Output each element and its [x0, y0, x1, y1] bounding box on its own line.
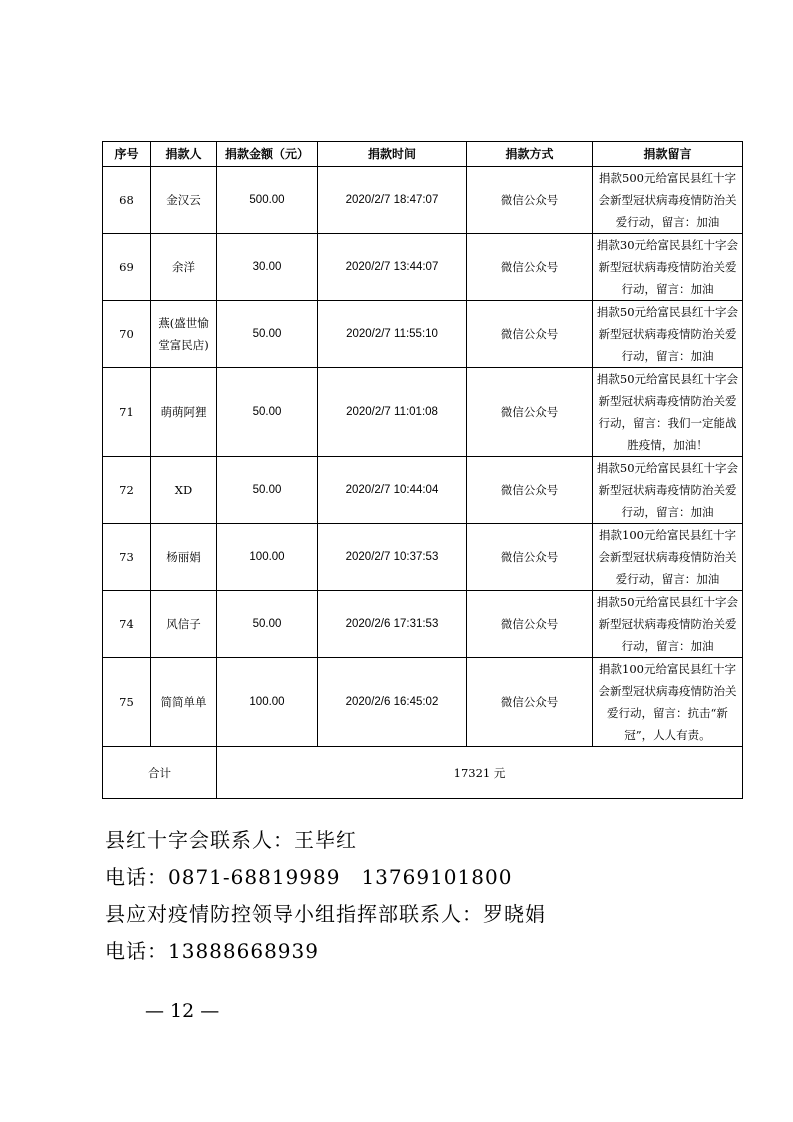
- cell-message: 捐款500元给富民县红十字会新型冠状病毒疫情防治关爱行动，留言：加油: [593, 167, 743, 234]
- total-row: [103, 747, 743, 799]
- donation-table: [102, 141, 743, 799]
- cell-donor: 风信子: [151, 591, 217, 658]
- table-row: [103, 591, 743, 658]
- red-cross-phone: 电话：0871-68819989 13769101800: [105, 865, 513, 889]
- cell-time: 2020/2/6 16:45:02: [318, 658, 467, 747]
- cell-donor: 燕(盛世愉堂富民店): [151, 301, 217, 368]
- table-row: [103, 368, 743, 457]
- cell-amount: 50.00: [217, 457, 318, 524]
- cell-serial: 74: [103, 591, 151, 658]
- total-value: 17321 元: [217, 747, 743, 799]
- cell-time: 2020/2/7 13:44:07: [318, 234, 467, 301]
- cell-method: 微信公众号: [467, 368, 593, 457]
- header-donor: 捐款人: [151, 142, 217, 167]
- cell-message: 捐款50元给富民县红十字会新型冠状病毒疫情防治关爱行动，留言：我们一定能战胜疫情，加油！: [593, 368, 743, 457]
- command-center-phone: 电话：13888668939: [105, 939, 319, 963]
- cell-message: 捐款50元给富民县红十字会新型冠状病毒疫情防治关爱行动，留言：加油: [593, 457, 743, 524]
- cell-message: 捐款30元给富民县红十字会新型冠状病毒疫情防治关爱行动，留言：加油: [593, 234, 743, 301]
- cell-donor: 余洋: [151, 234, 217, 301]
- header-serial: 序号: [103, 142, 151, 167]
- cell-method: 微信公众号: [467, 301, 593, 368]
- header-message: 捐款留言: [593, 142, 743, 167]
- cell-amount: 30.00: [217, 234, 318, 301]
- table-row: [103, 234, 743, 301]
- cell-donor: 金汉云: [151, 167, 217, 234]
- cell-donor: XD: [151, 457, 217, 524]
- cell-serial: 71: [103, 368, 151, 457]
- cell-serial: 68: [103, 167, 151, 234]
- page-number: — 12 —: [145, 1000, 220, 1022]
- cell-message: 捐款50元给富民县红十字会新型冠状病毒疫情防治关爱行动，留言：加油: [593, 301, 743, 368]
- header-amount: 捐款金额（元）: [217, 142, 318, 167]
- total-label: 合计: [103, 747, 217, 799]
- cell-donor: 简简单单: [151, 658, 217, 747]
- table-row: [103, 524, 743, 591]
- table-row: [103, 167, 743, 234]
- cell-serial: 73: [103, 524, 151, 591]
- cell-method: 微信公众号: [467, 167, 593, 234]
- cell-time: 2020/2/7 10:37:53: [318, 524, 467, 591]
- cell-serial: 72: [103, 457, 151, 524]
- command-center-contact: 县应对疫情防控领导小组指挥部联系人：罗晓娟: [105, 902, 546, 926]
- cell-message: 捐款100元给富民县红十字会新型冠状病毒疫情防治关爱行动，留言：加油: [593, 524, 743, 591]
- cell-message: 捐款100元给富民县红十字会新型冠状病毒疫情防治关爱行动，留言：抗击“新冠”，人人有责。: [593, 658, 743, 747]
- cell-serial: 70: [103, 301, 151, 368]
- cell-time: 2020/2/7 11:55:10: [318, 301, 467, 368]
- cell-method: 微信公众号: [467, 234, 593, 301]
- table-row: [103, 658, 743, 747]
- cell-method: 微信公众号: [467, 658, 593, 747]
- cell-method: 微信公众号: [467, 457, 593, 524]
- cell-donor: 杨丽娟: [151, 524, 217, 591]
- cell-amount: 50.00: [217, 591, 318, 658]
- red-cross-contact: 县红十字会联系人：王毕红: [105, 828, 357, 852]
- cell-amount: 500.00: [217, 167, 318, 234]
- contact-info: [105, 826, 546, 974]
- cell-donor: 萌萌阿狸: [151, 368, 217, 457]
- cell-method: 微信公众号: [467, 524, 593, 591]
- header-time: 捐款时间: [318, 142, 467, 167]
- cell-serial: 75: [103, 658, 151, 747]
- cell-serial: 69: [103, 234, 151, 301]
- cell-time: 2020/2/7 10:44:04: [318, 457, 467, 524]
- table-header-row: [103, 142, 743, 167]
- cell-message: 捐款50元给富民县红十字会新型冠状病毒疫情防治关爱行动，留言：加油: [593, 591, 743, 658]
- header-method: 捐款方式: [467, 142, 593, 167]
- table-row: [103, 457, 743, 524]
- cell-amount: 50.00: [217, 301, 318, 368]
- cell-time: 2020/2/7 18:47:07: [318, 167, 467, 234]
- cell-amount: 100.00: [217, 658, 318, 747]
- cell-time: 2020/2/7 11:01:08: [318, 368, 467, 457]
- cell-amount: 50.00: [217, 368, 318, 457]
- cell-method: 微信公众号: [467, 591, 593, 658]
- table-row: [103, 301, 743, 368]
- cell-time: 2020/2/6 17:31:53: [318, 591, 467, 658]
- cell-amount: 100.00: [217, 524, 318, 591]
